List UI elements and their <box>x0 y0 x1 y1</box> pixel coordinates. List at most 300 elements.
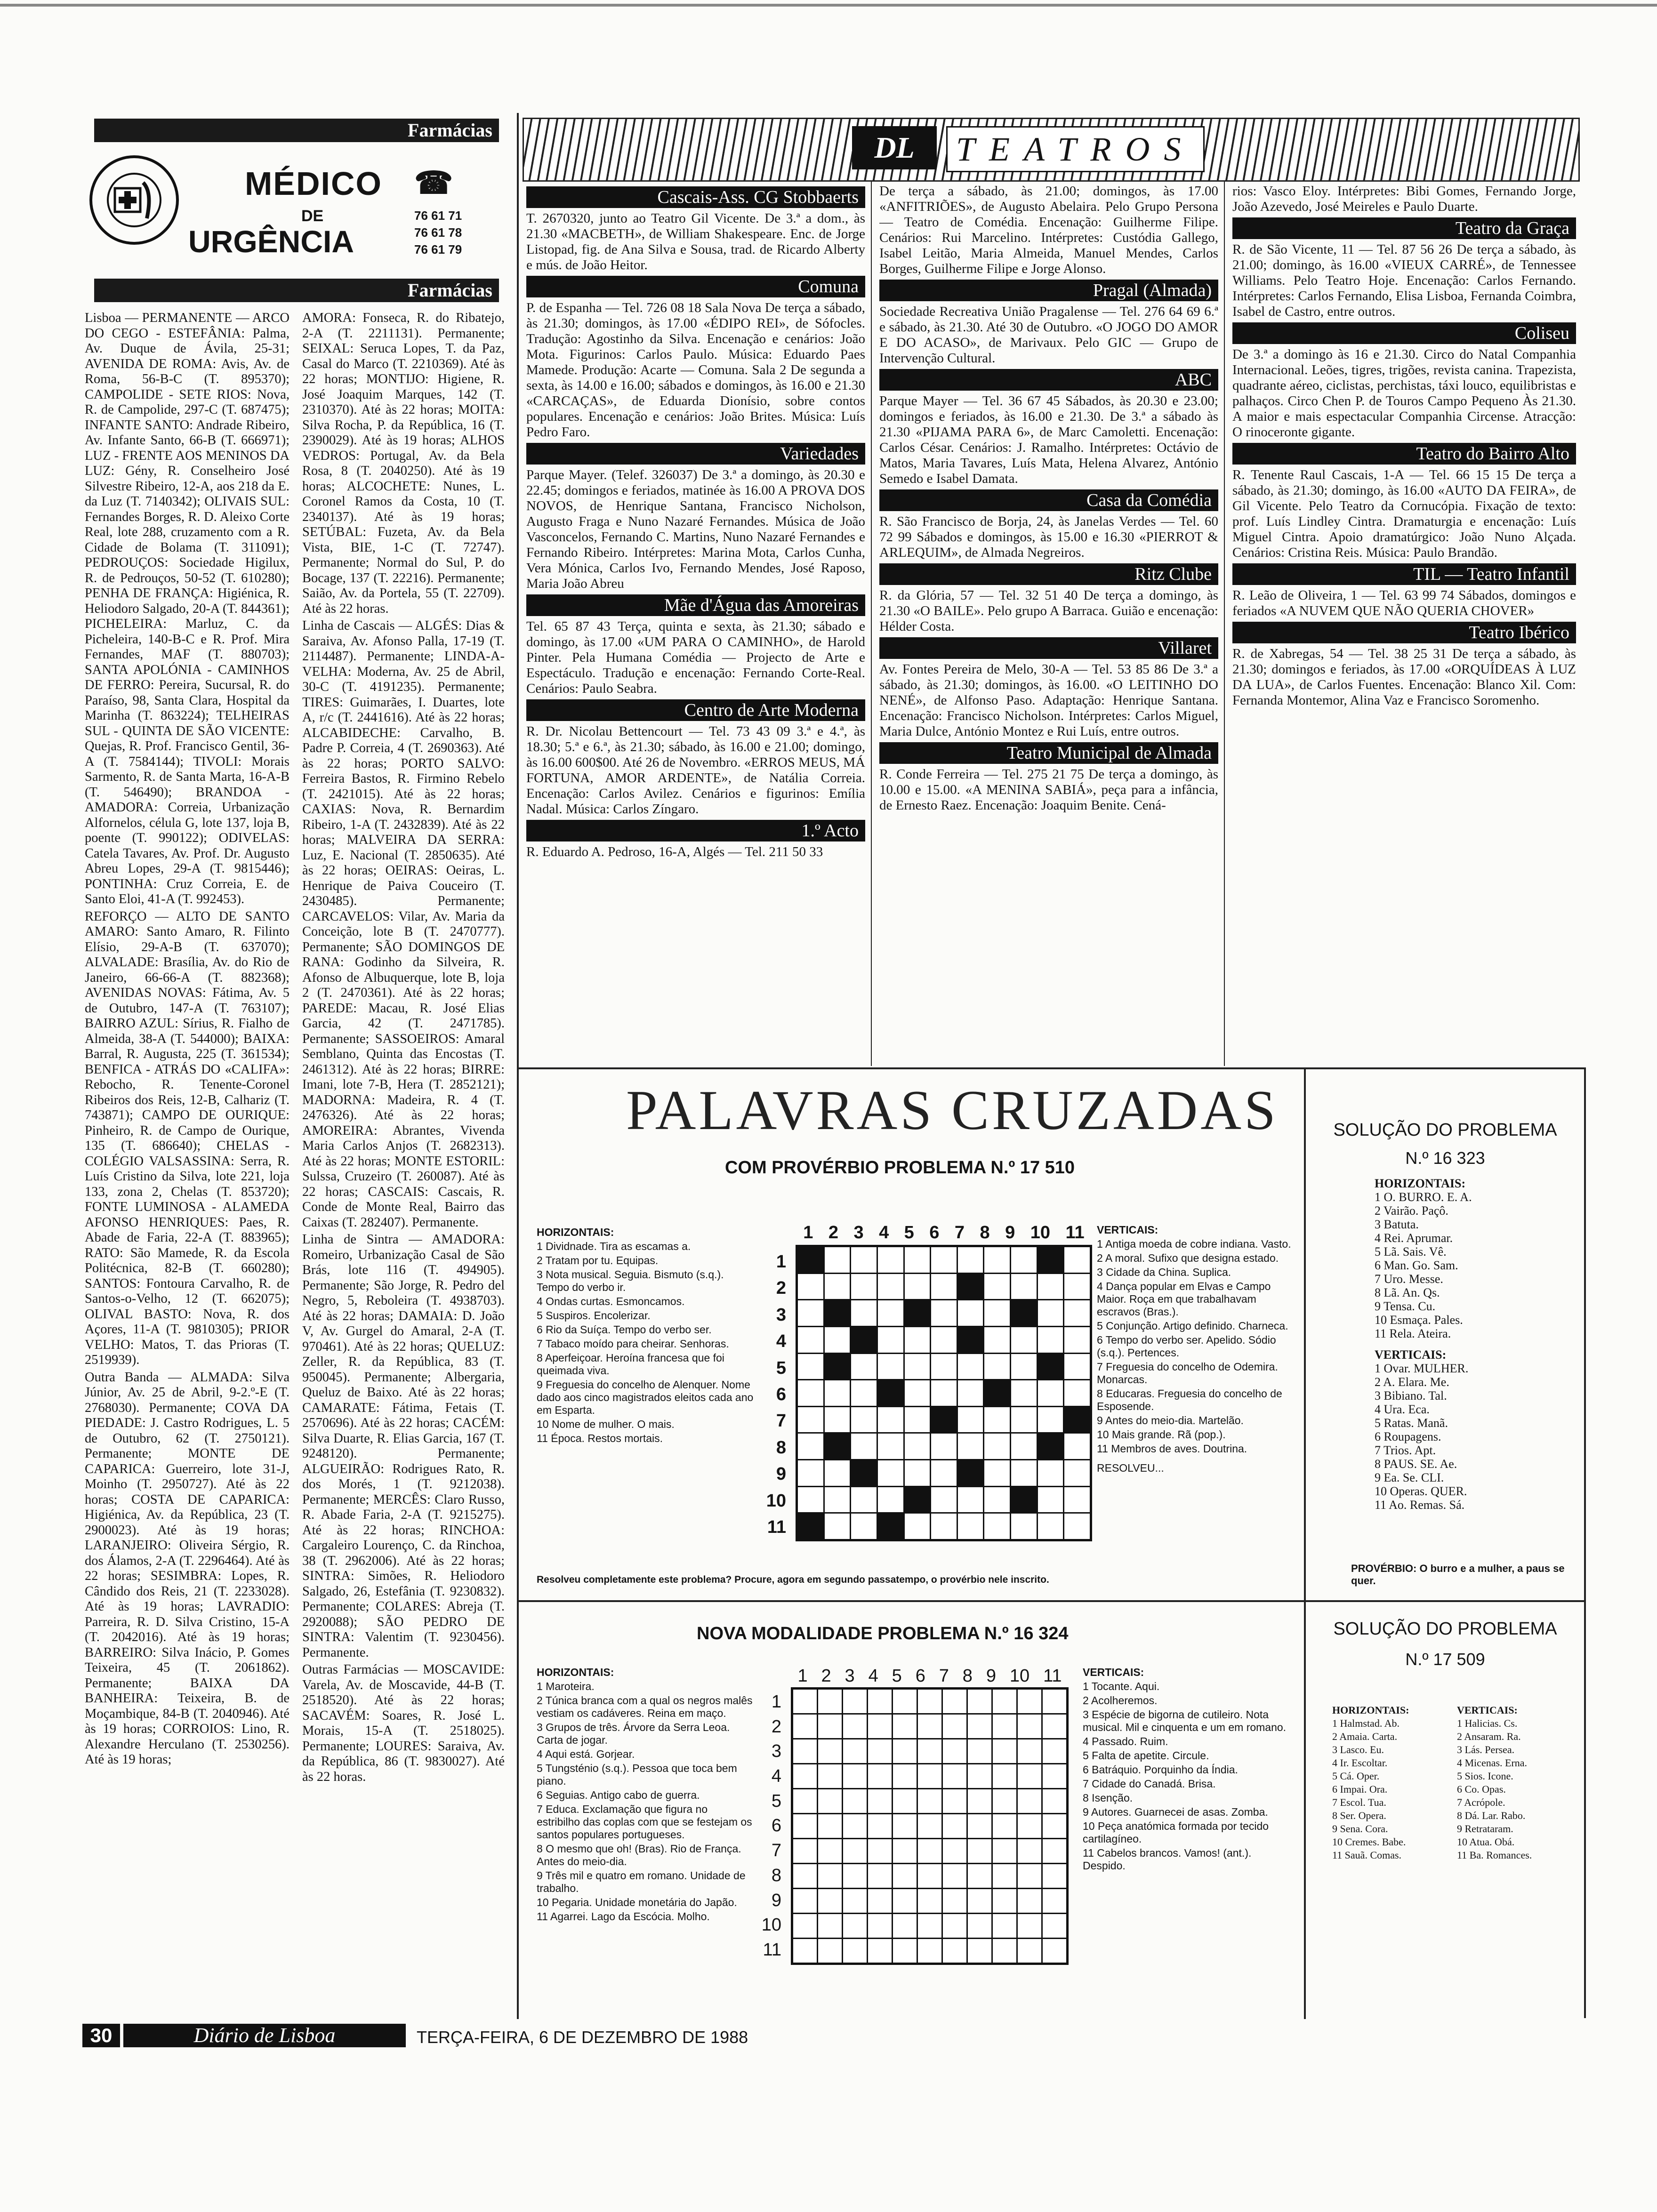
grid-cell[interactable] <box>993 1839 1016 1863</box>
emergency-title: MÉDICO <box>245 165 382 202</box>
grid-column-number: 4 <box>868 1666 878 1686</box>
grid-cell[interactable] <box>984 1274 1010 1299</box>
grid-cell[interactable] <box>818 1839 842 1863</box>
grid-cell[interactable] <box>968 1839 991 1863</box>
grid-cell[interactable] <box>843 1715 867 1738</box>
grid-cell[interactable] <box>968 1939 991 1963</box>
grid-cell[interactable] <box>984 1487 1010 1513</box>
grid-cell[interactable] <box>993 1690 1016 1713</box>
grid-cell[interactable] <box>918 1864 941 1888</box>
venue-text-stobbaerts: T. 2670320, junto ao Teatro Gil Vicente. De 3.ª a dom., às 21.30 «MACBETH», de William Shakespeare. Enc. de Jorge Listopad, fig. de Ana Silva e Sousa, trad. de Ricardo Alberty e mús. de João Heitor. <box>526 211 865 272</box>
venue-bar-abc: ABC <box>879 369 1218 391</box>
grid-cell[interactable] <box>918 1690 941 1713</box>
solution-label: HORIZONTAIS: <box>1375 1177 1466 1190</box>
clue-label: HORIZONTAIS: <box>537 1666 614 1678</box>
grid-cell[interactable] <box>984 1460 1010 1486</box>
grid-cell[interactable] <box>943 1739 966 1763</box>
grid-cell[interactable] <box>798 1407 823 1433</box>
grid-cell[interactable] <box>798 1487 823 1513</box>
grid-cell[interactable] <box>793 1764 817 1788</box>
solution-label: HORIZONTAIS: <box>1332 1704 1409 1716</box>
grid-cell[interactable] <box>1018 1764 1041 1788</box>
grid-cell[interactable] <box>984 1327 1010 1353</box>
grid-cell[interactable] <box>918 1914 941 1938</box>
grid-cell[interactable] <box>918 1839 941 1863</box>
grid-cell[interactable] <box>793 1715 817 1738</box>
grid-cell[interactable] <box>1043 1839 1066 1863</box>
grid-cell[interactable] <box>818 1789 842 1813</box>
grid-cell[interactable] <box>878 1247 903 1273</box>
grid-cell[interactable] <box>918 1715 941 1738</box>
crossword-grid-2[interactable] <box>791 1687 1069 1965</box>
grid-cell[interactable] <box>958 1514 983 1539</box>
venue-text-variedades: Parque Mayer. (Telef. 326037) De 3.ª a domingo, às 20.30 e 22.45; domingos e feriados, matinée às 16.00 A PROVA DOS NOVOS, de Henrique Santana, Francisco Nicholson, Augusto Fraga e Nuno Nazaré Fernandes. Música de João Vasconcelos, Fernando C. Martins, Nuno Nazaré Fernandes e Fernando Ribeiro. Intérpretes: Marina Mota, Carlos Cunha, Vera Mónica, Carlos Ivo, Fernando Mendes, José Raposo, Maria João Abreu <box>526 467 865 591</box>
grid-cell[interactable] <box>868 1764 892 1788</box>
grid-cell[interactable] <box>958 1300 983 1326</box>
grid-cell[interactable] <box>943 1814 966 1838</box>
grid-cell[interactable] <box>893 1939 917 1963</box>
grid-cell[interactable] <box>1018 1789 1041 1813</box>
grid-cell[interactable] <box>943 1914 966 1938</box>
grid-cell[interactable] <box>958 1380 983 1406</box>
grid-cell[interactable] <box>968 1914 991 1938</box>
grid-cell[interactable] <box>893 1715 917 1738</box>
grid-column-number: 5 <box>892 1666 902 1686</box>
venue-text-persona: De terça a sábado, às 21.00; domingos, às 17.00 «ANFITRIÕES», de Augusto Abelaira. Pelo Grupo Persona — Teatro de Comédia. Encenação: Guilherme Filipe. Cenários: Rui Marcelino. Intérpretes: Custódia Gallego, Isabel Leitão, Maria Almeida, Manuel Mendes, Carlos Borges, Guilherme Filipe e Jorge Alonso. <box>879 184 1218 276</box>
solution-item: 5 Sios. Icone. <box>1457 1770 1513 1782</box>
grid-cell[interactable] <box>958 1487 983 1513</box>
grid-cell[interactable] <box>1018 1939 1041 1963</box>
grid-cell[interactable] <box>893 1889 917 1913</box>
grid-cell[interactable] <box>793 1814 817 1838</box>
grid-cell[interactable] <box>958 1247 983 1273</box>
grid-block-cell <box>798 1514 823 1539</box>
grid-block-cell <box>905 1487 930 1513</box>
grid-cell[interactable] <box>825 1514 850 1539</box>
grid-cell[interactable] <box>905 1514 930 1539</box>
problem-2-horizontal-clues <box>537 1666 753 2014</box>
grid-cell[interactable] <box>851 1380 877 1406</box>
grid-cell[interactable] <box>931 1487 957 1513</box>
grid-cell[interactable] <box>851 1487 877 1513</box>
grid-cell[interactable] <box>868 1839 892 1863</box>
grid-cell[interactable] <box>825 1380 850 1406</box>
solution-item: 10 Operas. QUER. <box>1375 1484 1467 1498</box>
grid-block-cell <box>878 1380 903 1406</box>
solution-item: 2 Amaia. Carta. <box>1332 1731 1398 1742</box>
pharmacy-outra-banda: Outra Banda — ALMADA: Silva Júnior, Av. 25 de Abril, 9-2.º-E (T. 2768030). Permanente; COVA DA PIEDADE: J. Castro Rodrigues, L. 5 de Outubro, 62 (T. 2750121). Permanente; MONTE DE CAPARICA: Guerreiro, lote 31-J, Moinho (T. 2950727). Até às 22 horas; COSTA DE CAPARICA: Higiénica, Av. da República, 23 (T. 2900023). Até às 19 horas; LARANJEIRO: Oliveira Sérgio, R. dos Álamos, 2-A (T. 2296464). Até às 22 horas; SESIMBRA: Lopes, R. Cândido dos Reis, 21 (T. 2233028). Até às 19 horas; LAVRADIO: Parreira, R. D. Silva Cristino, 15-A (T. 2042016). Até às 19 horas; BARREIRO: Silva Inácio, P. Gomes Teixeira, 45 (T. 2061862). Permanente; BAIXA DA BANHEIRA: Teixeira, B. de Moçambique, 84-B (T. 2040946). Até às 19 horas; CORROIOS: Lino, R. Alexandre Herculano (T. 2530256). Até às 19 horas; <box>85 1370 290 1767</box>
solution-item: 11 Rela. Ateira. <box>1375 1327 1451 1340</box>
grid-cell[interactable] <box>1064 1327 1090 1353</box>
grid-cell[interactable] <box>868 1889 892 1913</box>
grid-cell[interactable] <box>943 1764 966 1788</box>
grid-cell[interactable] <box>1018 1839 1041 1863</box>
grid-row-number: 6 <box>771 1816 781 1836</box>
solution-item: 9 Ea. Se. CLI. <box>1375 1471 1444 1484</box>
grid-row-number: 3 <box>771 1741 781 1762</box>
grid-cell[interactable] <box>1011 1434 1037 1459</box>
grid-cell[interactable] <box>851 1514 877 1539</box>
emergency-phones <box>414 207 462 258</box>
venue-bar-cam: Centro de Arte Moderna <box>526 699 865 721</box>
grid-cell[interactable] <box>918 1739 941 1763</box>
grid-cell[interactable] <box>818 1864 842 1888</box>
grid-cell[interactable] <box>818 1939 842 1963</box>
grid-cell[interactable] <box>843 1864 867 1888</box>
solution-item: 9 Sena. Cora. <box>1332 1823 1388 1835</box>
grid-cell[interactable] <box>893 1690 917 1713</box>
grid-cell[interactable] <box>905 1407 930 1433</box>
grid-cell[interactable] <box>1043 1690 1066 1713</box>
pharmacy-amora: AMORA: Fonseca, R. do Ribatejo, 2-A (T. 2211131). Permanente; SEIXAL: Seruca Lopes, T. da Paz, Casal do Marco (T. 2210369). Até às 22 horas; MONTIJO: Higiene, R. José Joaquim Marques, 142 (T. 2310370). Até às 22 horas; MOITA: Silva Rocha, P. da República, 16 (T. 2390029). Até às 19 horas; ALHOS VEDROS: Portugal, Av. da Bela Rosa, 8 (T. 2040250). Até às 19 horas; ALCOCHETE: Nunes, L. Coronel Ramos da Costa, 10 (T. 2340137). Até às 19 horas; SETÚBAL: Fuzeta, Av. da Bela Vista, BIE, 1-C (T. 72747). Permanente; Normal do Sul, P. do Bocage, 137 (T. 22216). Permanente; Saião, Av. da Portela, 55 (T. 22709). Até às 22 horas. <box>302 311 505 616</box>
grid-cell[interactable] <box>893 1814 917 1838</box>
grid-cell[interactable] <box>1011 1460 1037 1486</box>
solution-item: 1 O. BURRO. E. A. <box>1375 1190 1472 1204</box>
grid-cell[interactable] <box>1011 1407 1037 1433</box>
venue-text-1-acto: R. Eduardo A. Pedroso, 16-A, Algés — Tel. 211 50 33 <box>526 844 823 859</box>
grid-cell[interactable] <box>843 1789 867 1813</box>
clue-item: 1 Tocante. Aqui. <box>1083 1680 1160 1692</box>
grid-cell[interactable] <box>818 1889 842 1913</box>
solution-item: 2 Ansaram. Ra. <box>1457 1731 1521 1742</box>
grid-cell[interactable] <box>1064 1354 1090 1379</box>
grid-cell[interactable] <box>1064 1434 1090 1459</box>
grid-cell[interactable] <box>968 1789 991 1813</box>
page-number: 30 <box>82 2024 120 2047</box>
grid-cell[interactable] <box>818 1814 842 1838</box>
grid-cell[interactable] <box>793 1889 817 1913</box>
clue-item: 6 Rio da Suíça. Tempo do verbo ser. <box>537 1323 712 1336</box>
grid-cell[interactable] <box>868 1789 892 1813</box>
grid-cell[interactable] <box>825 1327 850 1353</box>
grid-cell[interactable] <box>1064 1300 1090 1326</box>
grid-cell[interactable] <box>1038 1460 1063 1486</box>
grid-cell[interactable] <box>968 1715 991 1738</box>
grid-cell[interactable] <box>1018 1914 1041 1938</box>
grid-cell[interactable] <box>1038 1514 1063 1539</box>
grid-cell[interactable] <box>905 1274 930 1299</box>
grid-cell[interactable] <box>931 1354 957 1379</box>
grid-cell[interactable] <box>818 1914 842 1938</box>
venue-bar-stobbaerts: Cascais-Ass. CG Stobbaerts <box>526 186 865 208</box>
grid-cell[interactable] <box>1043 1939 1066 1963</box>
solution-item: 10 Esmaça. Pales. <box>1375 1313 1463 1327</box>
grid-cell[interactable] <box>843 1914 867 1938</box>
grid-cell[interactable] <box>793 1839 817 1863</box>
grid-cell[interactable] <box>878 1327 903 1353</box>
grid-cell[interactable] <box>868 1864 892 1888</box>
venue-bar-bairro-alto: Teatro do Bairro Alto <box>1232 443 1576 465</box>
solution-item: 3 Bibiano. Tal. <box>1375 1389 1447 1403</box>
grid-row-number: 4 <box>776 1331 786 1352</box>
grid-cell[interactable] <box>943 1690 966 1713</box>
grid-cell[interactable] <box>851 1274 877 1299</box>
grid-block-cell <box>1038 1354 1063 1379</box>
grid-block-cell <box>825 1300 850 1326</box>
grid-cell[interactable] <box>818 1715 842 1738</box>
grid-cell[interactable] <box>1064 1380 1090 1406</box>
grid-column-number: 3 <box>845 1666 855 1686</box>
grid-cell[interactable] <box>1043 1789 1066 1813</box>
grid-cell[interactable] <box>878 1487 903 1513</box>
grid-cell[interactable] <box>825 1460 850 1486</box>
grid-cell[interactable] <box>825 1274 850 1299</box>
grid-cell[interactable] <box>905 1380 930 1406</box>
grid-cell[interactable] <box>943 1889 966 1913</box>
grid-cell[interactable] <box>931 1514 957 1539</box>
grid-cell[interactable] <box>968 1864 991 1888</box>
grid-cell[interactable] <box>943 1939 966 1963</box>
grid-cell[interactable] <box>958 1434 983 1459</box>
theatres-title: TEATROS <box>946 126 1205 172</box>
grid-cell[interactable] <box>793 1690 817 1713</box>
grid-cell[interactable] <box>984 1354 1010 1379</box>
grid-cell[interactable] <box>968 1889 991 1913</box>
problem-1-heading: COM PROVÉRBIO PROBLEMA N.º 17 510 <box>725 1158 1075 1178</box>
grid-cell[interactable] <box>825 1407 850 1433</box>
grid-cell[interactable] <box>798 1274 823 1299</box>
grid-cell[interactable] <box>984 1300 1010 1326</box>
grid-cell[interactable] <box>793 1864 817 1888</box>
theatre-column-a <box>526 184 865 1064</box>
grid-cell[interactable] <box>1038 1407 1063 1433</box>
grid-cell[interactable] <box>868 1939 892 1963</box>
grid-column-number: 11 <box>1065 1223 1085 1242</box>
grid-cell[interactable] <box>1064 1514 1090 1539</box>
grid-cell[interactable] <box>893 1864 917 1888</box>
grid-cell[interactable] <box>984 1247 1010 1273</box>
grid-cell[interactable] <box>878 1407 903 1433</box>
grid-cell[interactable] <box>818 1739 842 1763</box>
grid-cell[interactable] <box>1043 1739 1066 1763</box>
grid-cell[interactable] <box>851 1300 877 1326</box>
grid-cell[interactable] <box>825 1247 850 1273</box>
grid-cell[interactable] <box>993 1939 1016 1963</box>
grid-cell[interactable] <box>851 1247 877 1273</box>
grid-cell[interactable] <box>798 1354 823 1379</box>
grid-cell[interactable] <box>918 1814 941 1838</box>
grid-cell[interactable] <box>905 1327 930 1353</box>
grid-cell[interactable] <box>878 1460 903 1486</box>
solution-item: 7 Escol. Tua. <box>1332 1796 1386 1808</box>
emergency-phone-2: 76 61 78 <box>414 225 462 240</box>
grid-cell[interactable] <box>798 1300 823 1326</box>
grid-cell[interactable] <box>851 1354 877 1379</box>
grid-cell[interactable] <box>843 1739 867 1763</box>
venue-bar-iberico: Teatro Ibérico <box>1232 622 1576 643</box>
grid-cell[interactable] <box>968 1764 991 1788</box>
grid-cell[interactable] <box>1018 1690 1041 1713</box>
grid-cell[interactable] <box>943 1715 966 1738</box>
grid-cell[interactable] <box>868 1914 892 1938</box>
grid-cell[interactable] <box>843 1814 867 1838</box>
grid-cell[interactable] <box>893 1764 917 1788</box>
solution-item: 3 Lasco. Eu. <box>1332 1744 1384 1755</box>
pharmacy-subheader-bar: Farmácias <box>94 279 499 302</box>
grid-row-number: 11 <box>767 1517 786 1537</box>
grid-cell[interactable] <box>943 1789 966 1813</box>
solution-item: 11 Sauã. Comas. <box>1332 1849 1402 1861</box>
grid-cell[interactable] <box>793 1914 817 1938</box>
grid-cell[interactable] <box>1043 1889 1066 1913</box>
grid-cell[interactable] <box>943 1864 966 1888</box>
grid-cell[interactable] <box>905 1434 930 1459</box>
solution-item: 6 Roupagens. <box>1375 1430 1441 1443</box>
grid-cell[interactable] <box>943 1839 966 1863</box>
grid-cell[interactable] <box>918 1764 941 1788</box>
grid-cell[interactable] <box>868 1739 892 1763</box>
solution-2-vertical <box>1457 1704 1577 1862</box>
grid-cell[interactable] <box>958 1354 983 1379</box>
grid-block-cell <box>1011 1487 1037 1513</box>
crossword-grid-1[interactable] <box>796 1245 1092 1541</box>
grid-cell[interactable] <box>931 1434 957 1459</box>
grid-cell[interactable] <box>878 1300 903 1326</box>
grid-cell[interactable] <box>1043 1715 1066 1738</box>
grid-cell[interactable] <box>918 1889 941 1913</box>
grid-cell[interactable] <box>931 1460 957 1486</box>
grid-block-cell <box>1038 1434 1063 1459</box>
grid-cell[interactable] <box>878 1274 903 1299</box>
venue-text-abc: Parque Mayer — Tel. 36 67 45 Sábados, às 20.30 e 23.00; domingos e feriados, às 16.00 e 21.30. De 3.ª a sábado às 21.30 «PIJAMA PARA 6», de Marc Camoletti. Encenação: Carlos César. Cenários: J. Ramalho. Intérpretes: Octávio de Matos, Maria Tavares, Luís Mata, Helena Alvarez, António Semedo e Isabel Damata. <box>879 393 1218 486</box>
grid-cell[interactable] <box>984 1407 1010 1433</box>
grid-cell[interactable] <box>798 1460 823 1486</box>
grid-cell[interactable] <box>993 1715 1016 1738</box>
grid-cell[interactable] <box>818 1764 842 1788</box>
solution-2-number: N.º 17 509 <box>1405 1650 1485 1669</box>
grid-cell[interactable] <box>868 1814 892 1838</box>
grid-cell[interactable] <box>918 1789 941 1813</box>
grid-cell[interactable] <box>1011 1380 1037 1406</box>
grid-cell[interactable] <box>893 1914 917 1938</box>
grid-row-number: 7 <box>776 1411 786 1431</box>
grid-cell[interactable] <box>1043 1914 1066 1938</box>
grid-cell[interactable] <box>1043 1864 1066 1888</box>
problem-1-row-numbers <box>763 1252 786 1544</box>
solution-item: 4 Ir. Escoltar. <box>1332 1757 1388 1769</box>
grid-cell[interactable] <box>793 1789 817 1813</box>
grid-cell[interactable] <box>1043 1764 1066 1788</box>
grid-cell[interactable] <box>1018 1814 1041 1838</box>
grid-cell[interactable] <box>958 1407 983 1433</box>
grid-block-cell <box>851 1327 877 1353</box>
pharmacy-column-1 <box>85 311 290 2014</box>
grid-cell[interactable] <box>1038 1327 1063 1353</box>
grid-cell[interactable] <box>993 1739 1016 1763</box>
grid-cell[interactable] <box>1011 1514 1037 1539</box>
grid-cell[interactable] <box>1064 1274 1090 1299</box>
grid-cell[interactable] <box>878 1434 903 1459</box>
theatre-column-c <box>1232 184 1576 1064</box>
grid-row-number: 7 <box>771 1841 781 1861</box>
grid-cell[interactable] <box>893 1739 917 1763</box>
grid-cell[interactable] <box>843 1764 867 1788</box>
grid-cell[interactable] <box>1011 1247 1037 1273</box>
grid-cell[interactable] <box>1018 1715 1041 1738</box>
grid-cell[interactable] <box>798 1434 823 1459</box>
clue-item: 3 Nota musical. Seguia. Bismuto (s.q.). Tempo do verbo ir. <box>537 1268 724 1293</box>
grid-cell[interactable] <box>984 1434 1010 1459</box>
grid-row-number: 11 <box>763 1940 781 1960</box>
grid-cell[interactable] <box>878 1354 903 1379</box>
grid-cell[interactable] <box>1043 1814 1066 1838</box>
grid-cell[interactable] <box>993 1764 1016 1788</box>
grid-cell[interactable] <box>851 1407 877 1433</box>
grid-cell[interactable] <box>868 1690 892 1713</box>
grid-cell[interactable] <box>1011 1274 1037 1299</box>
grid-cell[interactable] <box>1038 1380 1063 1406</box>
grid-cell[interactable] <box>843 1939 867 1963</box>
grid-cell[interactable] <box>968 1739 991 1763</box>
grid-cell[interactable] <box>993 1864 1016 1888</box>
grid-cell[interactable] <box>793 1739 817 1763</box>
grid-cell[interactable] <box>798 1327 823 1353</box>
grid-cell[interactable] <box>931 1247 957 1273</box>
solution-item: 5 Lã. Sais. Vê. <box>1375 1245 1447 1258</box>
grid-cell[interactable] <box>868 1715 892 1738</box>
grid-cell[interactable] <box>931 1274 957 1299</box>
grid-cell[interactable] <box>905 1354 930 1379</box>
grid-cell[interactable] <box>843 1690 867 1713</box>
grid-cell[interactable] <box>993 1889 1016 1913</box>
venue-text-bairro-alto: R. Tenente Raul Cascais, 1-A — Tel. 66 15 15 De terça a sábado, às 21.30; domingo, às 16.00 «AUTO DA FEIRA», de Gil Vicente. Pelo Teatro da Cornucópia. Fixação de texto: prof. Luís Lindley Cintra. Dramaturgia e encenação: Luís Miguel Cintra. Apoio dramatúrgico: João Nuno Alçada. Cenários: Cristina Reis. Música: Paulo Brandão. <box>1232 467 1576 560</box>
problem-1-horizontal-clues <box>537 1226 758 1565</box>
grid-cell[interactable] <box>851 1434 877 1459</box>
clue-item: 10 Mais grande. Rã (pop.). <box>1097 1428 1226 1441</box>
grid-cell[interactable] <box>993 1914 1016 1938</box>
grid-cell[interactable] <box>1064 1460 1090 1486</box>
grid-cell[interactable] <box>918 1939 941 1963</box>
grid-cell[interactable] <box>1038 1300 1063 1326</box>
grid-cell[interactable] <box>968 1690 991 1713</box>
grid-cell[interactable] <box>818 1690 842 1713</box>
grid-cell[interactable] <box>843 1839 867 1863</box>
grid-cell[interactable] <box>798 1380 823 1406</box>
solution-item: 11 Ao. Remas. Sá. <box>1375 1498 1465 1512</box>
grid-cell[interactable] <box>1011 1327 1037 1353</box>
grid-cell[interactable] <box>905 1460 930 1486</box>
grid-cell[interactable] <box>793 1939 817 1963</box>
grid-cell[interactable] <box>1064 1247 1090 1273</box>
crossword-title: PALAVRAS CRUZADAS <box>626 1079 1279 1141</box>
venue-text-pragal: Sociedade Recreativa União Pragalense — Tel. 276 64 69 6.ª e sábado, às 21.30. Até 30 de Outubro. «O JOGO DO AMOR E DO ACASO», de Marivaux. Pelo GIC — Grupo de Intervenção Cultural. <box>879 304 1218 366</box>
issue-date: TERÇA-FEIRA, 6 DE DEZEMBRO DE 1988 <box>417 2028 748 2047</box>
grid-cell[interactable] <box>843 1889 867 1913</box>
grid-cell[interactable] <box>825 1487 850 1513</box>
grid-cell[interactable] <box>931 1300 957 1326</box>
grid-cell[interactable] <box>1064 1487 1090 1513</box>
solution-item: 6 Co. Opas. <box>1457 1783 1506 1795</box>
grid-cell[interactable] <box>893 1839 917 1863</box>
grid-cell[interactable] <box>1038 1274 1063 1299</box>
grid-cell[interactable] <box>984 1514 1010 1539</box>
grid-column-number: 2 <box>828 1223 838 1242</box>
grid-cell[interactable] <box>931 1327 957 1353</box>
grid-cell[interactable] <box>931 1380 957 1406</box>
grid-cell[interactable] <box>1038 1487 1063 1513</box>
grid-cell[interactable] <box>993 1789 1016 1813</box>
grid-cell[interactable] <box>1018 1889 1041 1913</box>
grid-cell[interactable] <box>893 1789 917 1813</box>
grid-cell[interactable] <box>905 1247 930 1273</box>
newspaper-logo: DL <box>852 126 937 169</box>
grid-cell[interactable] <box>1018 1739 1041 1763</box>
grid-cell[interactable] <box>993 1814 1016 1838</box>
grid-cell[interactable] <box>968 1814 991 1838</box>
venue-bar-graca: Teatro da Graça <box>1232 217 1576 239</box>
grid-cell[interactable] <box>1011 1354 1037 1379</box>
grid-cell[interactable] <box>1018 1864 1041 1888</box>
